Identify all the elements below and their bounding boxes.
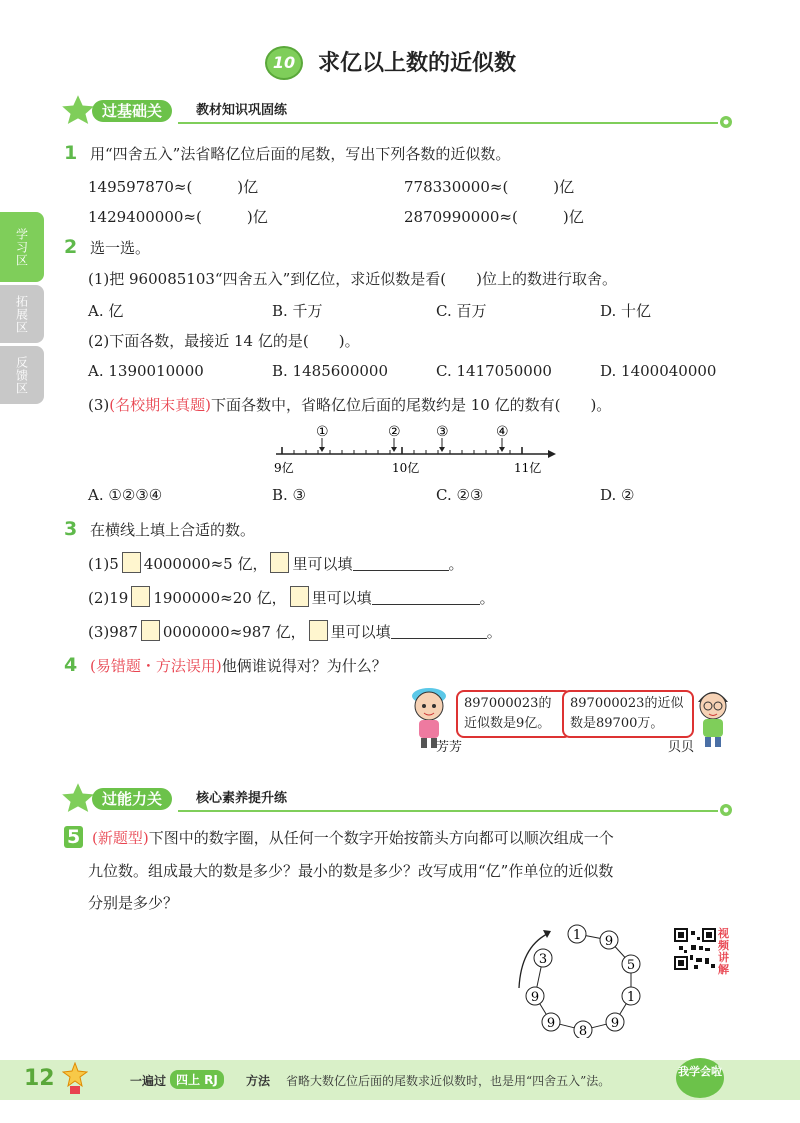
q1-item-2[interactable]: 778330000≈( )亿 bbox=[404, 178, 575, 196]
learned-badge[interactable]: 我学会啦 bbox=[676, 1058, 724, 1098]
digit-node bbox=[568, 925, 586, 943]
digit-link bbox=[560, 1024, 575, 1028]
side-tab-extend[interactable]: 拓展区 bbox=[0, 285, 44, 343]
q2-sub1-stem: (1)把 960085103“四舍五入”到亿位，求近似数是看( )位上的数进行取舍。 bbox=[88, 270, 617, 288]
question-line-3: 分别是多少？ bbox=[88, 894, 179, 912]
svg-text:①: ① bbox=[316, 424, 329, 440]
digit-node bbox=[600, 931, 618, 949]
digit-circle bbox=[505, 918, 655, 1038]
svg-text:9: 9 bbox=[530, 990, 540, 1005]
section-ability-subtitle: 核心素养提升练 bbox=[196, 791, 288, 806]
digit-link bbox=[620, 1004, 627, 1015]
digit-node bbox=[534, 949, 552, 967]
section-basic-header bbox=[58, 98, 738, 126]
fill-box[interactable] bbox=[270, 552, 289, 573]
question-3 bbox=[64, 518, 255, 540]
mascot-icon bbox=[62, 1062, 88, 1096]
svg-text:③: ③ bbox=[436, 424, 449, 440]
question-prompt: 用“四舍五入”法省略亿位后面的尾数，写出下列各数的近似数。 bbox=[90, 145, 511, 163]
question-tag: (易错题・方法误用) bbox=[90, 657, 222, 675]
q2-sub1-option-a[interactable]: A. 亿 bbox=[88, 302, 124, 320]
question-prompt: 他俩谁说得对？为什么？ bbox=[221, 657, 387, 675]
question-line-1: 下图中的数字圈，从任何一个数字开始按箭头方向都可以顺次组成一个 bbox=[148, 829, 614, 847]
svg-text:9: 9 bbox=[610, 1016, 620, 1031]
name-left: 芳芳 bbox=[436, 740, 463, 755]
answer-blank[interactable] bbox=[353, 556, 449, 571]
svg-text:9: 9 bbox=[604, 934, 614, 949]
digit-node bbox=[622, 955, 640, 973]
side-tab-study[interactable]: 学习区 bbox=[0, 212, 44, 282]
fill-box[interactable] bbox=[141, 620, 160, 641]
q2-sub3-stem bbox=[88, 394, 611, 415]
q3-item-1: (1)5 4000000≈5 亿， 里可以填 。 bbox=[88, 552, 464, 574]
svg-text:5: 5 bbox=[626, 958, 636, 973]
svg-text:1: 1 bbox=[626, 990, 636, 1005]
digit-link bbox=[540, 1004, 547, 1015]
question-prompt: 选一选。 bbox=[90, 239, 151, 257]
name-right: 贝贝 bbox=[668, 740, 695, 755]
nl-marker-4 bbox=[496, 424, 509, 452]
q3-item-3: (3)987 0000000≈987 亿， 里可以填 。 bbox=[88, 620, 502, 642]
svg-text:9: 9 bbox=[546, 1016, 556, 1031]
nl-marker-3 bbox=[436, 424, 449, 452]
fill-box[interactable] bbox=[309, 620, 328, 641]
q2-sub3-option-a[interactable]: A. ①②③④ bbox=[88, 486, 163, 504]
question-number: 5 bbox=[64, 826, 83, 848]
question-4 bbox=[64, 654, 387, 676]
q2-sub3-prefix: (3) bbox=[88, 396, 110, 414]
number-line bbox=[270, 420, 560, 480]
digit-node bbox=[574, 1021, 592, 1038]
q2-sub2-option-d[interactable]: D. 1400040000 bbox=[600, 362, 717, 380]
nl-label-10: 10亿 bbox=[392, 461, 420, 475]
q2-sub3-option-c[interactable]: C. ②③ bbox=[436, 486, 484, 504]
fill-box[interactable] bbox=[122, 552, 141, 573]
question-5 bbox=[64, 826, 614, 848]
q2-sub2-stem: (2)下面各数，最接近 14 亿的是( )。 bbox=[88, 332, 360, 350]
digit-node bbox=[526, 987, 544, 1005]
answer-blank[interactable] bbox=[391, 624, 487, 639]
fill-box[interactable] bbox=[290, 586, 309, 607]
digit-node bbox=[542, 1013, 560, 1031]
brand-small: 一遍过 bbox=[130, 1074, 167, 1088]
digit-link bbox=[537, 967, 541, 987]
boy-figure-icon bbox=[690, 684, 736, 750]
digit-link bbox=[615, 947, 625, 958]
method-text: 省略大数亿位后面的尾数求近似数时，也是用“四舍五入”法。 bbox=[286, 1074, 611, 1088]
question-number: 1 bbox=[64, 142, 78, 164]
method-label: 方法 bbox=[246, 1074, 271, 1088]
digit-link bbox=[586, 936, 600, 939]
fill-box[interactable] bbox=[131, 586, 150, 607]
digit-node bbox=[606, 1013, 624, 1031]
lesson-badge: 10 bbox=[265, 46, 303, 80]
flower-icon bbox=[716, 112, 736, 132]
question-number: 4 bbox=[64, 654, 78, 676]
speech-bubble-right: 897000023的近似数是89700万。 bbox=[562, 690, 694, 738]
q2-sub3-option-d[interactable]: D. ② bbox=[600, 486, 635, 504]
divider bbox=[178, 810, 718, 812]
speech-bubble-left: 897000023的近似数是9亿。 bbox=[456, 690, 572, 738]
qr-label: 视频讲解 bbox=[718, 927, 729, 976]
q2-sub1-option-c[interactable]: C. 百万 bbox=[436, 302, 487, 320]
page-title: 求亿以上数的近似数 bbox=[318, 51, 517, 76]
nl-label-11: 11亿 bbox=[514, 461, 542, 475]
side-tab-feedback[interactable]: 反馈区 bbox=[0, 346, 44, 404]
q3-item-2: (2)19 1900000≈20 亿， 里可以填 。 bbox=[88, 586, 495, 608]
svg-text:④: ④ bbox=[496, 424, 509, 440]
question-number: 2 bbox=[64, 236, 78, 258]
section-ability-label: 过能力关 bbox=[92, 788, 172, 810]
divider bbox=[178, 122, 718, 124]
page-number: 12 bbox=[24, 1066, 55, 1091]
brand-grade: 四上 RJ bbox=[170, 1070, 224, 1089]
q2-sub2-option-c[interactable]: C. 1417050000 bbox=[436, 362, 552, 380]
q2-sub3-tag: (名校期末真题) bbox=[109, 396, 211, 414]
q1-item-4[interactable]: 2870990000≈( )亿 bbox=[404, 208, 584, 226]
q2-sub3-text: 下面各数中，省略亿位后面的尾数约是 10 亿的数有( )。 bbox=[210, 396, 612, 414]
section-basic-label: 过基础关 bbox=[92, 100, 172, 122]
q2-sub2-option-b[interactable]: B. 1485600000 bbox=[272, 362, 388, 380]
question-prompt: 在横线上填上合适的数。 bbox=[90, 521, 256, 539]
answer-blank[interactable] bbox=[372, 590, 480, 605]
flower-icon bbox=[716, 800, 736, 820]
q1-item-1[interactable]: 149597870≈( )亿 bbox=[88, 178, 259, 196]
section-ability-header bbox=[58, 786, 738, 814]
svg-text:8: 8 bbox=[578, 1024, 588, 1038]
nl-marker-2 bbox=[388, 424, 401, 452]
question-line-2: 九位数。组成最大的数是多少？最小的数是多少？改写成用“亿”作单位的近似数 bbox=[88, 862, 614, 880]
nl-marker-1 bbox=[316, 424, 329, 452]
question-2 bbox=[64, 236, 150, 258]
q2-sub3-option-b[interactable]: B. ③ bbox=[272, 486, 307, 504]
digit-node bbox=[622, 987, 640, 1005]
question-number: 3 bbox=[64, 518, 78, 540]
svg-text:1: 1 bbox=[572, 928, 582, 943]
q2-sub1-option-d[interactable]: D. 十亿 bbox=[600, 302, 652, 320]
qr-code-icon[interactable] bbox=[674, 928, 716, 970]
section-basic-subtitle: 教材知识巩固练 bbox=[196, 103, 288, 118]
q2-sub2-option-a[interactable]: A. 1390010000 bbox=[88, 362, 204, 380]
svg-text:3: 3 bbox=[538, 952, 548, 967]
svg-text:②: ② bbox=[388, 424, 401, 440]
question-1 bbox=[64, 142, 510, 164]
question-tag: (新题型) bbox=[92, 829, 149, 847]
digit-link bbox=[592, 1024, 607, 1028]
q2-sub1-option-b[interactable]: B. 千万 bbox=[272, 302, 323, 320]
nl-label-9: 9亿 bbox=[274, 461, 294, 475]
q1-item-3[interactable]: 1429400000≈( )亿 bbox=[88, 208, 268, 226]
